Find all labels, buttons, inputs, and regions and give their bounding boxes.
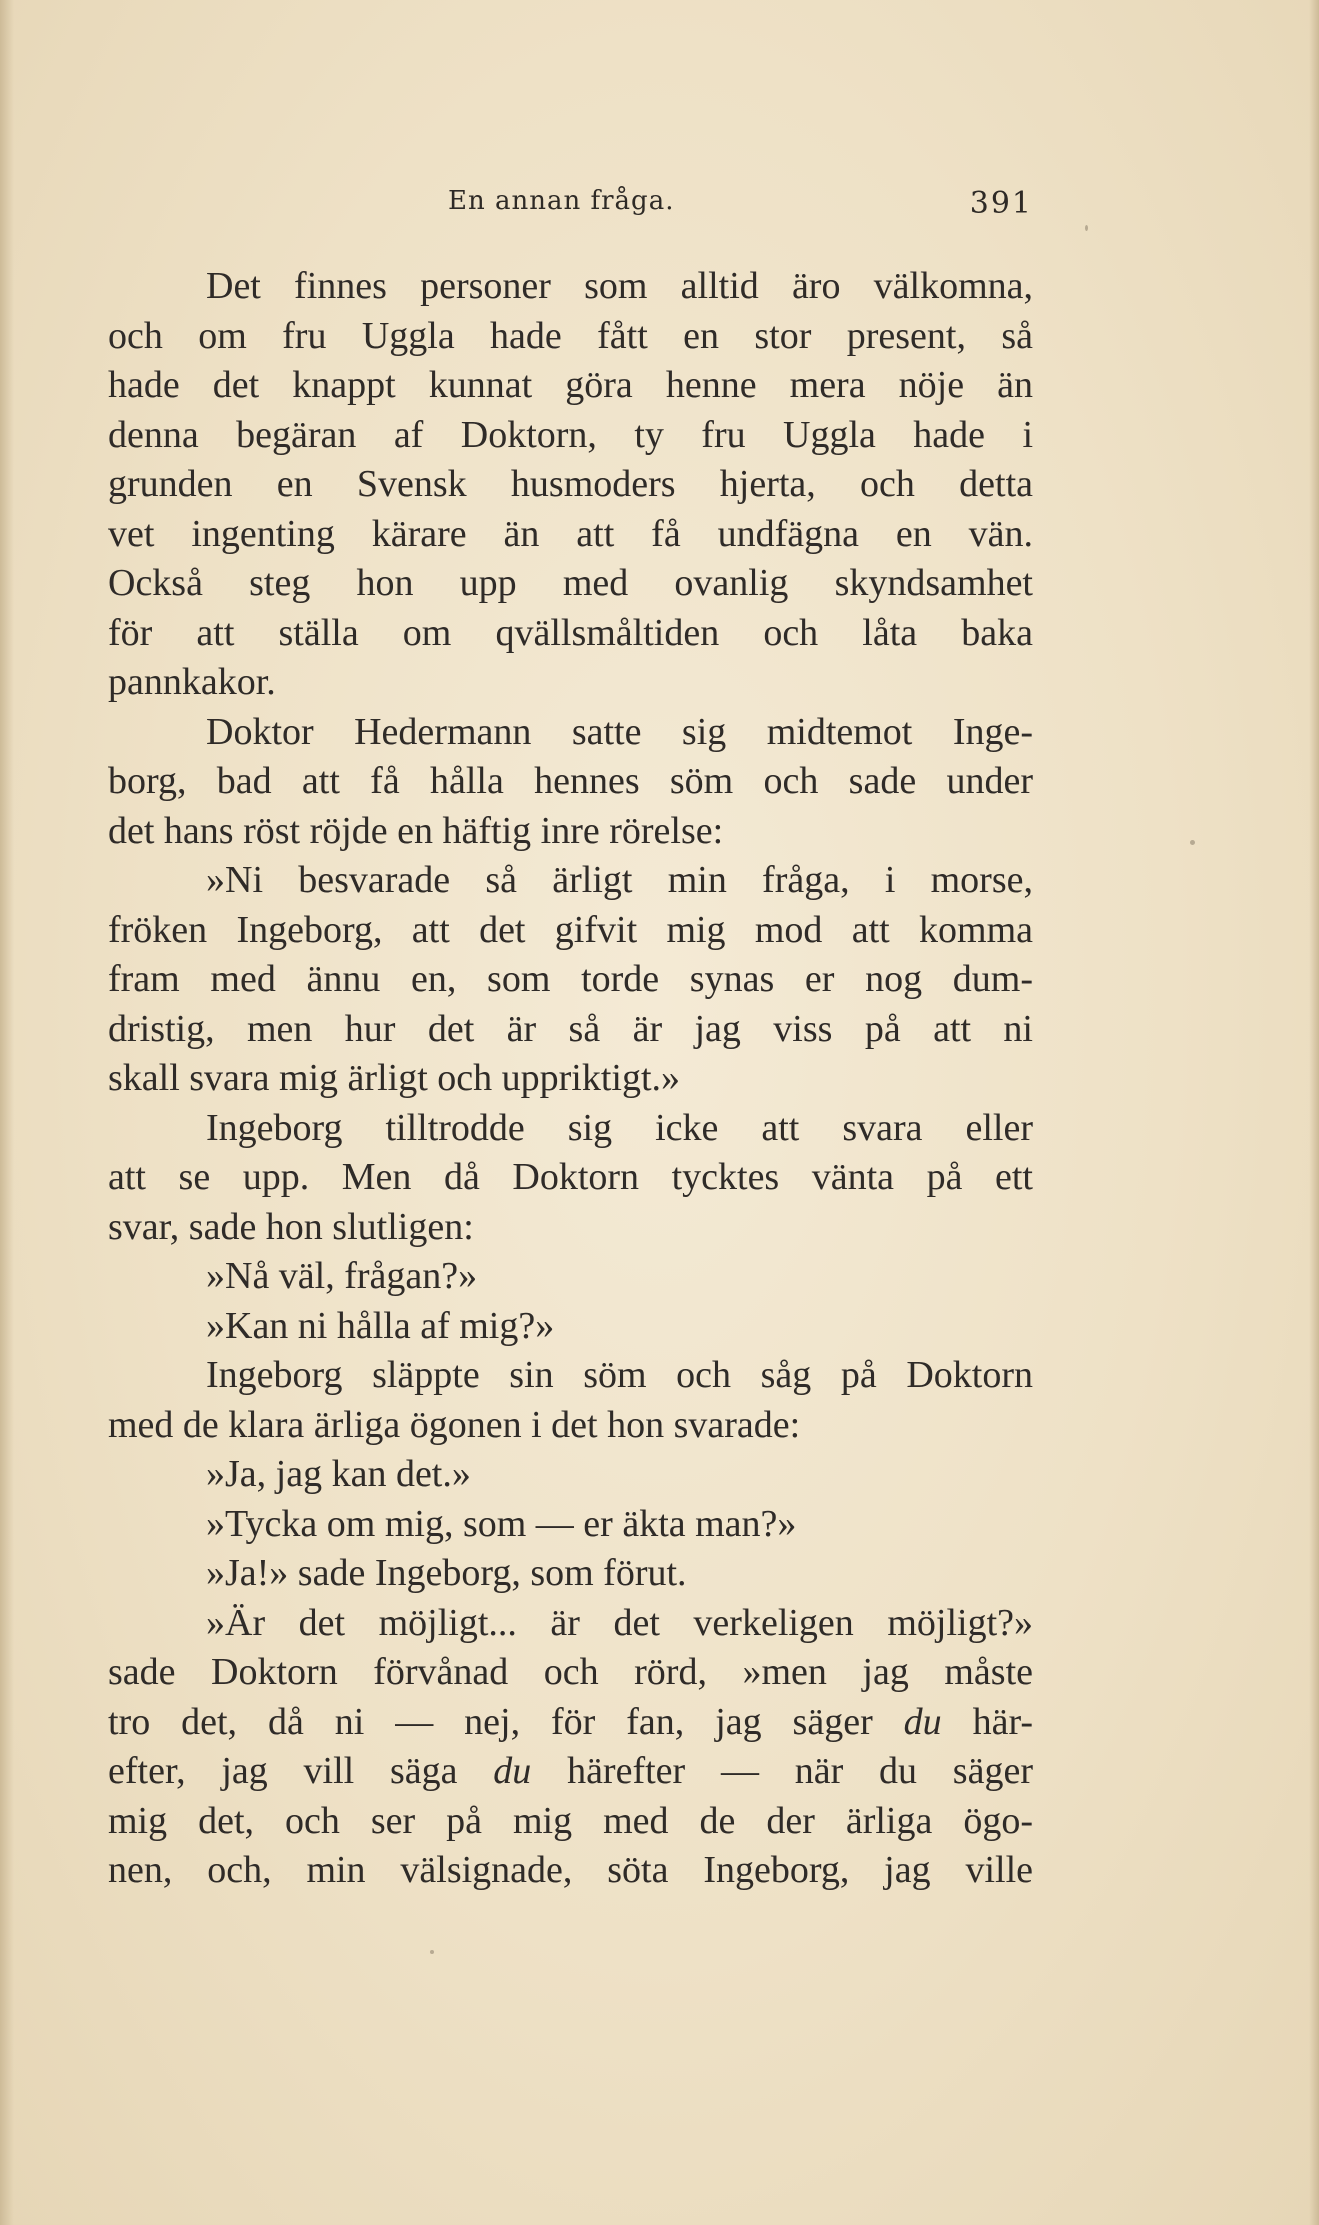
paper-speck [1085, 225, 1088, 231]
running-title: En annan fråga. [448, 186, 675, 216]
text-line: svar, sade hon slutligen: [108, 1205, 474, 1248]
text-line: »Tycka om mig, som — er äkta man?» [206, 1502, 797, 1545]
text-line: att se upp. Men då Doktorn tycktes vänta på ett [108, 1156, 1033, 1198]
text-line: hade det knappt kunnat göra henne mera nöje än [108, 364, 1033, 406]
paper-speck [430, 1950, 434, 1954]
text-line: denna begäran af Doktorn, ty fru Uggla hade i [108, 413, 1033, 456]
text-line: Ingeborg släppte sin söm och såg på Doktorn [206, 1354, 1033, 1396]
text-line: mig det, och ser på mig med de der ärliga ögo- [108, 1799, 1033, 1842]
text-line: med de klara ärliga ögonen i det hon svarade: [108, 1403, 801, 1446]
text-line: borg, bad att få hålla hennes söm och sade under [108, 760, 1033, 802]
text-line: »Ja, jag kan det.» [206, 1453, 471, 1495]
page-edge-right [1309, 0, 1319, 2225]
text-line: sade Doktorn förvånad och rörd, »men jag måste [108, 1651, 1033, 1693]
page-number: 391 [969, 186, 1033, 221]
text-line: det hans röst röjde en häftig inre rörelse: [108, 809, 724, 852]
page-header [108, 186, 1033, 226]
text-line: »Ja!» sade Ingeborg, som förut. [206, 1552, 687, 1594]
text-line: vet ingenting kärare än att få undfägna en vän. [108, 512, 1033, 555]
text-line: fram med ännu en, som torde synas er nog dum- [108, 958, 1033, 1000]
text-line: efter, jag vill säga du härefter — när du säger [108, 1750, 1033, 1792]
text-line: Det finnes personer som alltid äro välkomna, [206, 265, 1033, 307]
italic-word: du [493, 1750, 532, 1792]
text-line: för att ställa om qvällsmåltiden och låta baka [108, 611, 1033, 654]
text-line: tro det, då ni — nej, för fan, jag säger du här- [108, 1700, 1033, 1743]
text-line: »Nå väl, frågan?» [206, 1255, 478, 1297]
text-line: »Ni besvarade så ärligt min fråga, i morse, [206, 859, 1033, 901]
paper-speck [1190, 840, 1195, 845]
text-line: Doktor Hedermann satte sig midtemot Inge- [206, 710, 1033, 753]
text-line: »Är det möjligt... är det verkeligen möjligt?» [206, 1601, 1033, 1644]
text-line: grunden en Svensk husmoders hjerta, och detta [108, 463, 1033, 505]
italic-word: du [903, 1700, 942, 1743]
text-line: Ingeborg tilltrodde sig icke att svara eller [206, 1106, 1033, 1149]
text-line: nen, och, min välsignade, söta Ingeborg, jag ville [108, 1849, 1033, 1891]
text-line: dristig, men hur det är så är jag viss på att ni [108, 1007, 1033, 1050]
text-line: och om fru Uggla hade fått en stor present, så [108, 314, 1033, 357]
text-line: »Kan ni hålla af mig?» [206, 1304, 555, 1347]
text-line: fröken Ingeborg, att det gifvit mig mod att komma [108, 908, 1033, 951]
page-edge-left [0, 0, 14, 2225]
text-line: skall svara mig ärligt och uppriktigt.» [108, 1057, 681, 1099]
body-text [108, 262, 1033, 1896]
text-line: pannkakor. [108, 661, 276, 703]
text-line: Också steg hon upp med ovanlig skyndsamhet [108, 562, 1033, 604]
